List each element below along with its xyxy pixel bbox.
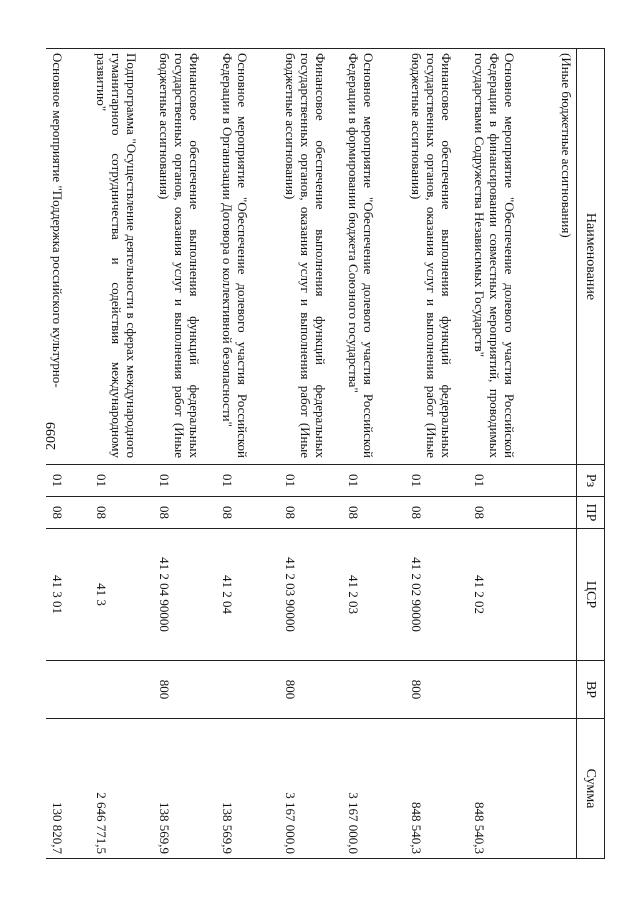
row-name: Финансовое обеспечение выполнения функций федеральных государственных органов, оказания услуг и выполнения работ (Иные бюджетные ассигнования) xyxy=(154,49,217,465)
row-name: Подпрограмма "Осуществление деятельности в сферах международного гуманитарного сотрудничества и содействия международному развитию" xyxy=(91,49,154,465)
row-name: Финансовое обеспечение выполнения функций федеральных государственных органов, оказания услуг и выполнения работ (Иные бюджетные ассигнования) xyxy=(280,49,343,465)
table-row xyxy=(549,49,577,859)
table-row xyxy=(47,49,91,859)
row-pr: 08 xyxy=(217,497,280,529)
row-csr xyxy=(549,529,577,661)
row-vr xyxy=(91,661,154,719)
row-pr: 08 xyxy=(154,497,217,529)
table-row xyxy=(217,49,280,859)
row-vr xyxy=(343,661,406,719)
row-sum xyxy=(549,719,577,859)
table-header-row xyxy=(577,49,605,859)
row-vr xyxy=(469,661,549,719)
row-rz: 01 xyxy=(47,465,91,497)
row-csr: 41 2 03 xyxy=(343,529,406,661)
row-vr xyxy=(217,661,280,719)
row-sum: 848 540,3 xyxy=(469,719,549,859)
row-sum: 130 820,7 xyxy=(47,719,91,859)
row-rz: 01 xyxy=(406,465,469,497)
row-sum: 3 167 000,0 xyxy=(280,719,343,859)
row-rz: 01 xyxy=(154,465,217,497)
table-row xyxy=(469,49,549,859)
row-pr: 08 xyxy=(406,497,469,529)
row-csr: 41 3 xyxy=(91,529,154,661)
header-rz: Рз xyxy=(577,465,605,497)
row-vr: 800 xyxy=(154,661,217,719)
header-vr: ВР xyxy=(577,661,605,719)
row-vr xyxy=(47,661,91,719)
row-sum: 2 646 771,5 xyxy=(91,719,154,859)
table-row xyxy=(91,49,154,859)
row-pr: 08 xyxy=(91,497,154,529)
row-rz: 01 xyxy=(343,465,406,497)
row-vr: 800 xyxy=(280,661,343,719)
row-name: Основное мероприятие "Обеспечение долевого участия Российской Федерации в Организации Договора о коллективной безопасности" xyxy=(217,49,280,465)
header-csr: ЦСР xyxy=(577,529,605,661)
row-name: Финансовое обеспечение выполнения функций федеральных государственных органов, оказания услуг и выполнения работ (Иные бюджетные ассигнования) xyxy=(406,49,469,465)
row-csr: 41 2 03 90000 xyxy=(280,529,343,661)
header-pr: ПР xyxy=(577,497,605,529)
table-row xyxy=(280,49,343,859)
row-sum: 3 167 000,0 xyxy=(343,719,406,859)
page-number: 2099 xyxy=(44,422,59,450)
row-sum: 138 569,9 xyxy=(154,719,217,859)
row-csr: 41 2 04 90000 xyxy=(154,529,217,661)
row-rz xyxy=(549,465,577,497)
row-pr: 08 xyxy=(47,497,91,529)
row-name: Основное мероприятие "Поддержка российского культурно- xyxy=(47,49,91,465)
budget-table xyxy=(47,48,606,859)
table-row xyxy=(406,49,469,859)
table-row xyxy=(154,49,217,859)
row-rz: 01 xyxy=(91,465,154,497)
row-name: (Иные бюджетные ассигнования) xyxy=(549,49,577,465)
row-pr: 08 xyxy=(469,497,549,529)
row-pr: 08 xyxy=(280,497,343,529)
row-rz: 01 xyxy=(217,465,280,497)
row-name: Основное мероприятие "Обеспечение долевого участия Российской Федерации в финансировании совместных мероприятий, проводимых государствами Содружества Независимых Государств" xyxy=(469,49,549,465)
table-row xyxy=(343,49,406,859)
row-pr: 08 xyxy=(343,497,406,529)
header-name: Наименование xyxy=(577,49,605,465)
row-pr xyxy=(549,497,577,529)
row-rz: 01 xyxy=(280,465,343,497)
row-csr: 41 2 02 xyxy=(469,529,549,661)
row-sum: 138 569,9 xyxy=(217,719,280,859)
row-name: Основное мероприятие "Обеспечение долевого участия Российской Федерации в формировании бюджета Союзного государства" xyxy=(343,49,406,465)
row-csr: 41 3 01 xyxy=(47,529,91,661)
row-rz: 01 xyxy=(469,465,549,497)
row-sum: 848 540,3 xyxy=(406,719,469,859)
row-csr: 41 2 04 xyxy=(217,529,280,661)
row-csr: 41 2 02 90000 xyxy=(406,529,469,661)
header-sum: Сумма xyxy=(577,719,605,859)
row-vr: 800 xyxy=(406,661,469,719)
row-vr xyxy=(549,661,577,719)
